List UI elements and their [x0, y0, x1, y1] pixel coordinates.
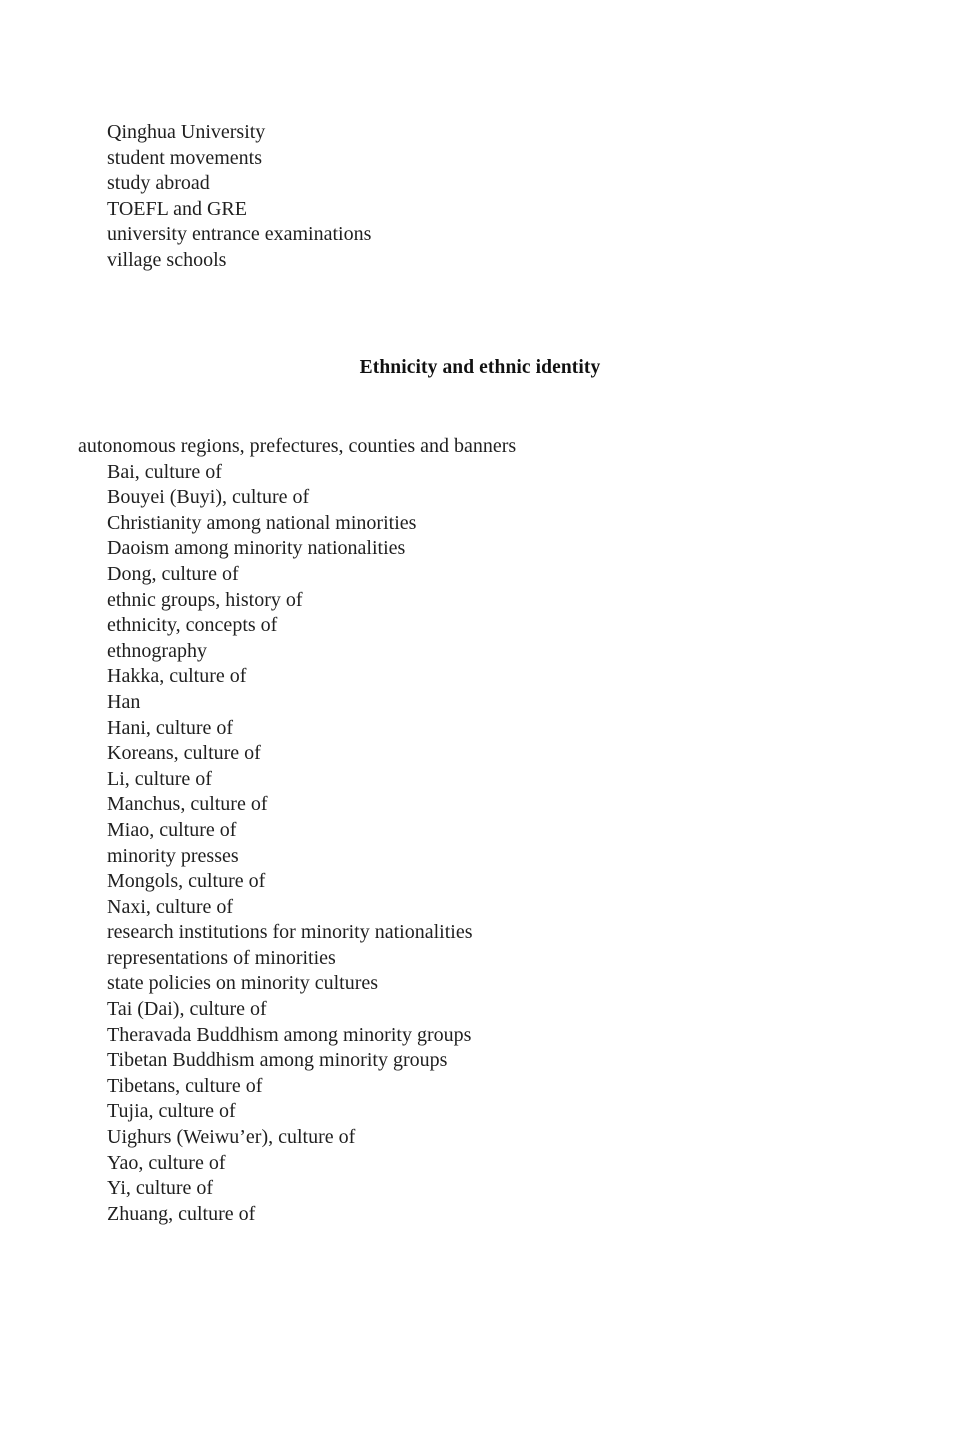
index-entry-list [78, 434, 516, 1227]
index-entry: research institutions for minority nationalities [107, 921, 473, 944]
index-entry: minority presses [107, 844, 239, 867]
index-entry: Yao, culture of [107, 1151, 226, 1174]
index-entry: Dong, culture of [107, 562, 239, 585]
index-entry: Bouyei (Buyi), culture of [107, 486, 310, 509]
index-entry: Miao, culture of [107, 818, 237, 841]
index-entry: Tai (Dai), culture of [107, 998, 267, 1021]
index-entry: Tujia, culture of [107, 1100, 236, 1123]
index-entry: ethnography [107, 639, 207, 662]
index-entry: representations of minorities [107, 946, 336, 969]
index-entry: Manchus, culture of [107, 793, 268, 816]
index-entry: Hani, culture of [107, 716, 234, 739]
index-entry: Han [107, 690, 141, 713]
index-entry: village schools [107, 248, 227, 271]
index-entry: TOEFL and GRE [107, 197, 247, 220]
index-entry: Mongols, culture of [107, 870, 266, 893]
index-entry: Uighurs (Weiwu’er), culture of [107, 1126, 356, 1149]
index-entry: Tibetans, culture of [107, 1074, 263, 1097]
index-entry: Tibetan Buddhism among minority groups [107, 1049, 448, 1072]
index-entry: university entrance examinations [107, 223, 372, 246]
index-entry: autonomous regions, prefectures, counties and banners [78, 435, 517, 457]
section-heading: Ethnicity and ethnic identity [359, 357, 601, 378]
index-entry: Naxi, culture of [107, 895, 234, 918]
index-entry: student movements [107, 146, 262, 169]
index-entry: Li, culture of [107, 767, 212, 790]
index-entry: Koreans, culture of [107, 742, 261, 765]
index-entry: Bai, culture of [107, 460, 222, 483]
index-entry: Christianity among national minorities [107, 511, 417, 534]
index-entry: Daoism among minority nationalities [107, 537, 406, 560]
index-entry: Hakka, culture of [107, 665, 247, 688]
index-entry: Yi, culture of [107, 1177, 214, 1200]
index-entry: Theravada Buddhism among minority groups [107, 1023, 472, 1046]
index-entry: Qinghua University [107, 121, 266, 143]
index-entry: state policies on minority cultures [107, 972, 379, 995]
index-entry: Zhuang, culture of [107, 1202, 256, 1225]
index-entry: ethnicity, concepts of [107, 614, 278, 637]
index-entry: ethnic groups, history of [107, 588, 303, 611]
carryover-entry-list [107, 120, 371, 274]
index-entry: study abroad [107, 172, 210, 195]
